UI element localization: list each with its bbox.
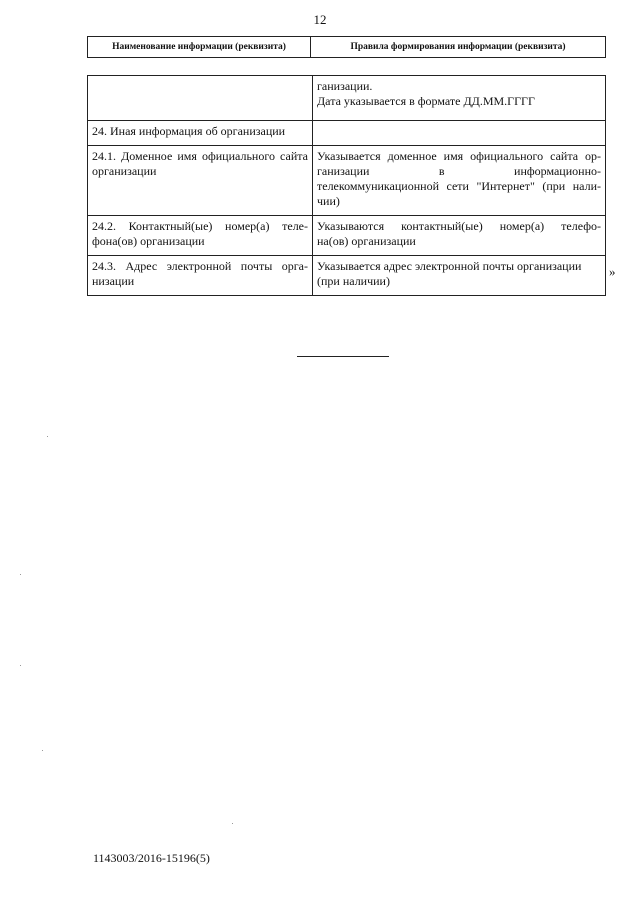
requisites-table [87,75,606,296]
page-number: 12 [313,12,327,27]
scan-speck [42,750,43,751]
rule-line: на(ов) организации [317,234,416,248]
requisite-name-cell [88,76,313,121]
closing-quote: » [609,264,616,279]
column-header-rules: Правила формирования информации (реквизита) [311,37,606,58]
rule-line: Указывается доменное имя официального сайта ор- [317,149,601,163]
scan-speck [20,574,21,575]
requisite-name-cell: 24.1. Доменное имя официального сайта организации [88,146,313,216]
rule-line: чии) [317,194,340,208]
table-row [88,76,606,121]
rule-line: Указываются контактный(ые) номер(а) телефо- [317,219,601,233]
column-header-table [87,36,606,58]
rule-line: Указывается адрес электронной почты организации [317,259,582,273]
requisite-name-cell: 24. Иная информация об организации [88,121,313,146]
scan-speck [232,823,233,824]
table-row [88,216,606,256]
rule-line: ганизации. [317,79,373,93]
scan-speck [47,436,48,437]
requisite-name-cell: 24.3. Адрес электронной почты орга-низации [88,256,313,296]
column-header-name: Наименование информации (реквизита) [88,37,311,58]
requisite-rule-cell [313,216,606,256]
requisite-rule-cell [313,121,606,146]
rule-line: ганизации в информационно- [317,164,601,178]
requisite-rule-cell [313,146,606,216]
rule-line: телекоммуникационной сети "Интернет" (при нали- [317,179,601,193]
scan-speck [20,665,21,666]
table-row [88,121,606,146]
rule-line: Дата указывается в формате ДД.ММ.ГГГГ [317,94,535,108]
separator-line [297,356,389,357]
requisite-rule-cell [313,76,606,121]
rule-line: (при наличии) [317,274,390,288]
table-row [88,256,606,296]
requisite-rule-cell [313,256,606,296]
document-id: 1143003/2016-15196(5) [93,851,210,865]
requisite-name-cell: 24.2. Контактный(ые) номер(а) теле-фона(ов) организации [88,216,313,256]
table-row [88,146,606,216]
